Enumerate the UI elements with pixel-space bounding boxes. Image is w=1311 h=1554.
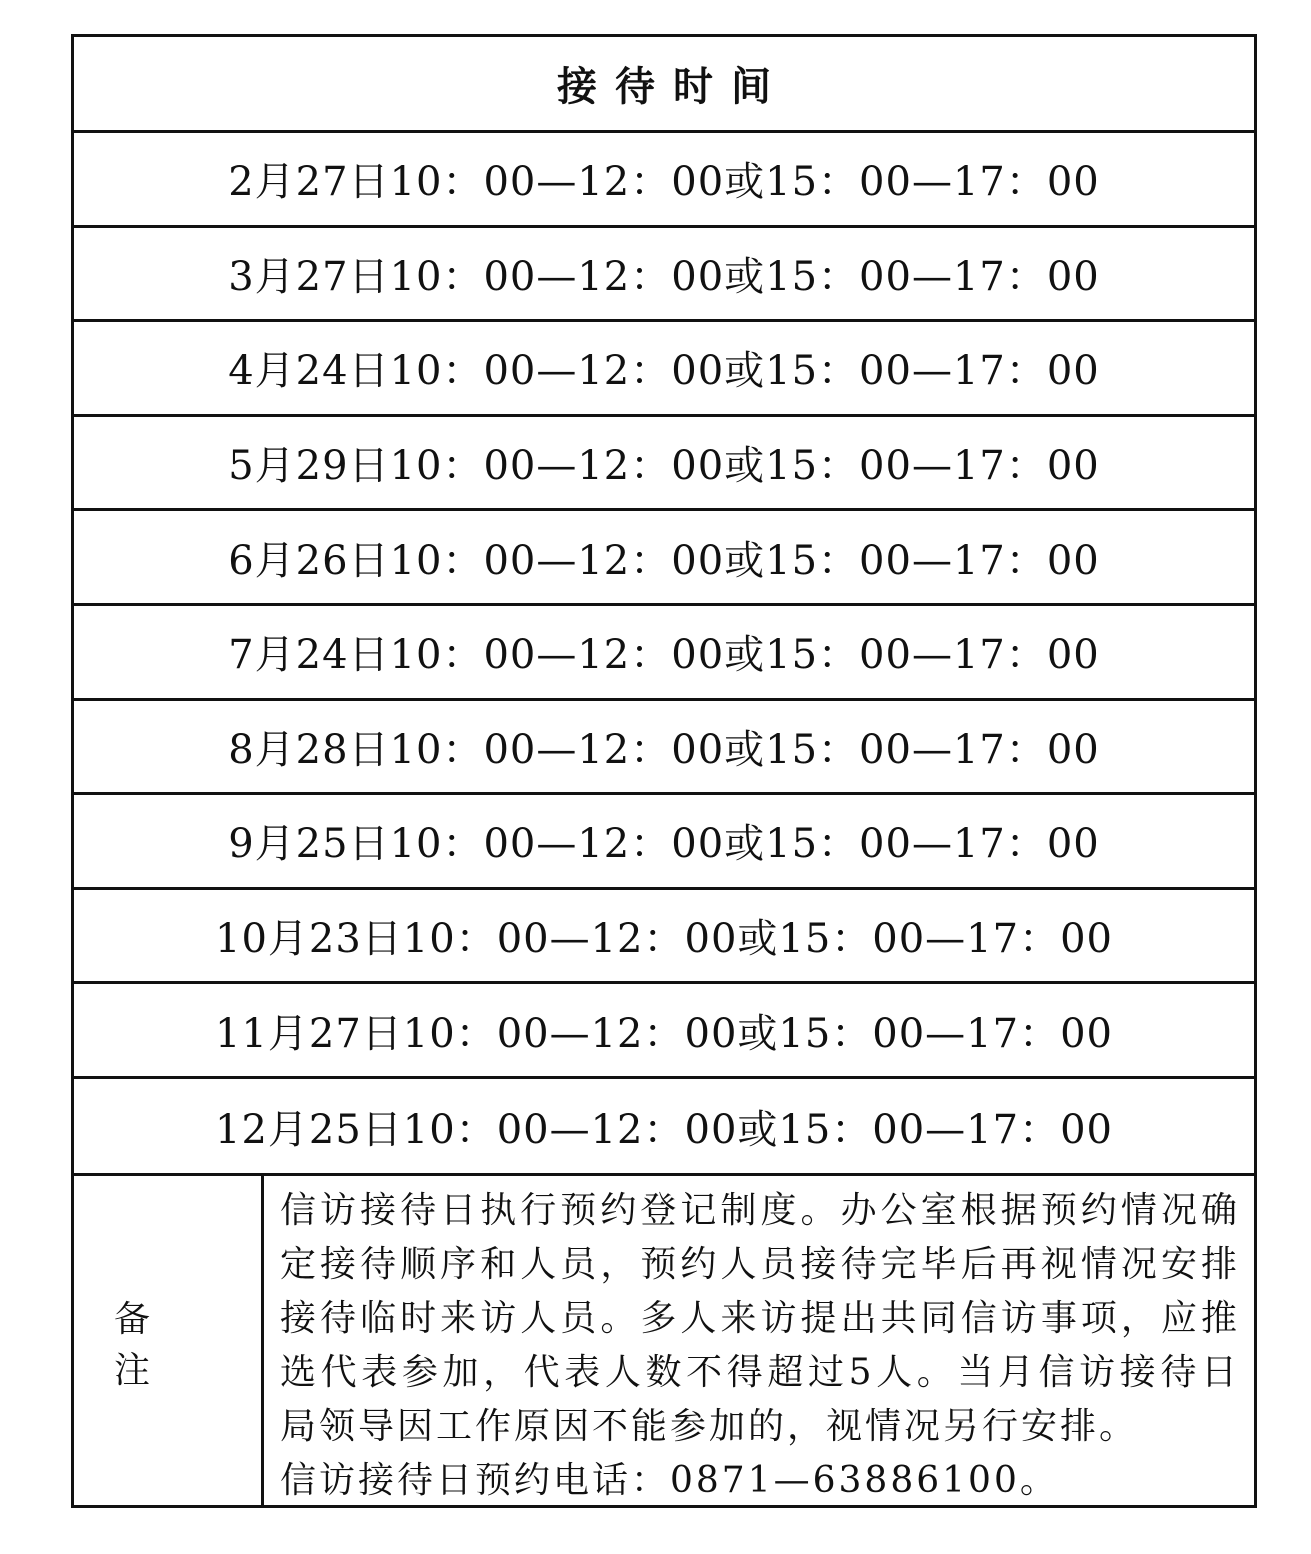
notes-body bbox=[264, 1176, 1254, 1508]
table-header-row bbox=[74, 37, 1254, 133]
notes-row bbox=[74, 1173, 1254, 1508]
table-header-title: 接待时间 bbox=[557, 64, 789, 110]
schedule-rows bbox=[74, 133, 1254, 1174]
table-row: 7月24日10：00—12：00或15：00—17：00 bbox=[74, 606, 1254, 701]
table-row: 11月27日10：00—12：00或15：00—17：00 bbox=[74, 984, 1254, 1079]
notes-text: 信访接待日执行预约登记制度。办公室根据预约情况确定接待顺序和人员，预约人员接待完毕后再视情况安排接待临时来访人员。多人来访提出共同信访事项，应推选代表参加，代表人数不得超过5人。当月信访接待日局领导因工作原因不能参加的，视情况另行安排。 bbox=[280, 1190, 1240, 1447]
table-row: 6月26日10：00—12：00或15：00—17：00 bbox=[74, 511, 1254, 606]
table-row: 4月24日10：00—12：00或15：00—17：00 bbox=[74, 322, 1254, 417]
table-row: 5月29日10：00—12：00或15：00—17：00 bbox=[74, 417, 1254, 512]
table-row: 10月23日10：00—12：00或15：00—17：00 bbox=[74, 890, 1254, 985]
reception-schedule-table bbox=[71, 34, 1257, 1508]
notes-phone: 信访接待日预约电话：0871—63886100。 bbox=[280, 1460, 1059, 1501]
notes-label: 备注 bbox=[74, 1176, 264, 1508]
table-row: 2月27日10：00—12：00或15：00—17：00 bbox=[74, 133, 1254, 228]
table-row: 3月27日10：00—12：00或15：00—17：00 bbox=[74, 228, 1254, 323]
table-row: 12月25日10：00—12：00或15：00—17：00 bbox=[215, 1106, 1113, 1153]
table-row: 9月25日10：00—12：00或15：00—17：00 bbox=[74, 795, 1254, 890]
table-row: 8月28日10：00—12：00或15：00—17：00 bbox=[74, 701, 1254, 796]
